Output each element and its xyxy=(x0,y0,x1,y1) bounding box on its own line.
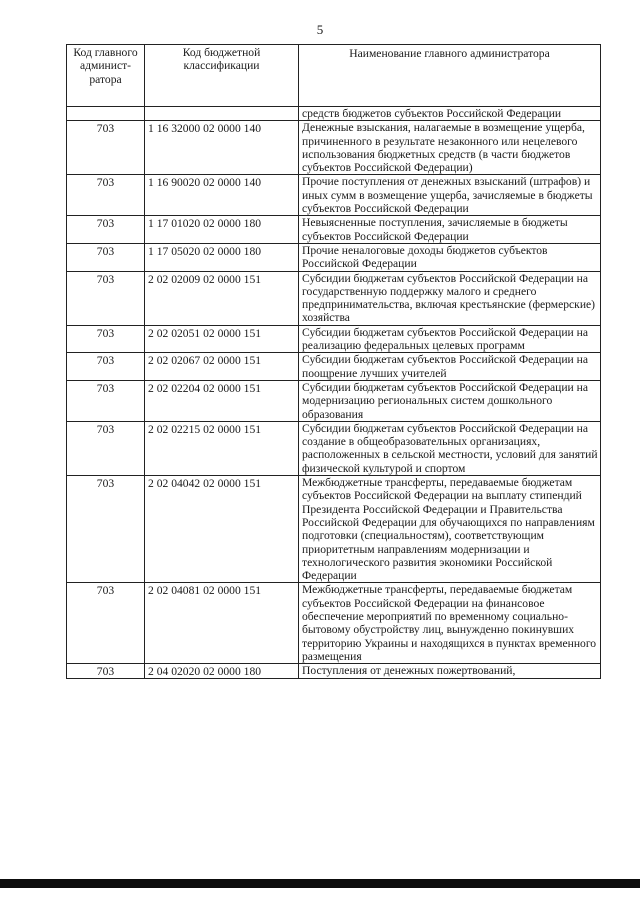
table-row xyxy=(67,476,601,583)
header-admin-name: Наименование главного администратора xyxy=(299,45,601,107)
scan-bottom-edge xyxy=(0,879,640,888)
table-row xyxy=(67,353,601,381)
cell-admin-name: Межбюджетные трансферты, передаваемые бюджетам субъектов Российской Федерации на выплату стипендий Президента Российской Федерации и Правительства Российской Федерации для обучающихся по направлениям подготовки (специальностям), соответствующим приоритетным направлениям модернизации и технологического развития экономики Российской Федерации xyxy=(299,476,601,583)
cell-admin-code: 703 xyxy=(67,175,145,216)
cell-admin-code: 703 xyxy=(67,664,145,679)
cell-admin-name: Субсидии бюджетам субъектов Российской Федерации на создание в общеобразовательных организациях, расположенных в сельской местности, условий для занятий физической культурой и спортом xyxy=(299,421,601,475)
table-row xyxy=(67,216,601,244)
cell-admin-code: 703 xyxy=(67,216,145,244)
cell-admin-name: Межбюджетные трансферты, передаваемые бюджетам субъектов Российской Федерации на финансовое обеспечение мероприятий по временному социально-бытовому обустройству лиц, вынужденно покинувших территорию Украины и находящихся в пунктах временного размещения xyxy=(299,583,601,664)
cell-admin-name: Субсидии бюджетам субъектов Российской Федерации на поощрение лучших учителей xyxy=(299,353,601,381)
table-row xyxy=(67,121,601,175)
cell-budget-code: 1 16 32000 02 0000 140 xyxy=(145,121,299,175)
cell-admin-code: 703 xyxy=(67,121,145,175)
cell-admin-code: 703 xyxy=(67,243,145,271)
cell-budget-code: 2 02 02215 02 0000 151 xyxy=(145,421,299,475)
table-body xyxy=(67,107,601,679)
cell-admin-name: Прочие неналоговые доходы бюджетов субъектов Российской Федерации xyxy=(299,243,601,271)
cell-admin-code: 703 xyxy=(67,353,145,381)
cell-admin-code: 703 xyxy=(67,325,145,353)
table-row xyxy=(67,175,601,216)
table-row xyxy=(67,664,601,679)
table-row xyxy=(67,243,601,271)
cell-budget-code: 2 02 02009 02 0000 151 xyxy=(145,271,299,325)
table-row xyxy=(67,421,601,475)
cell-admin-code: 703 xyxy=(67,421,145,475)
page-number: 5 xyxy=(316,22,324,37)
budget-admin-table xyxy=(66,44,601,679)
cell-admin-code: 703 xyxy=(67,271,145,325)
cell-admin-name: Денежные взыскания, налагаемые в возмещение ущерба, причиненного в результате незаконного или нецелевого использования бюджетных средств (в части бюджетов субъектов Российской Федерации) xyxy=(299,121,601,175)
cell-admin-name: Прочие поступления от денежных взысканий (штрафов) и иных сумм в возмещение ущерба, зачисляемые в бюджеты субъектов Российской Федерации xyxy=(299,175,601,216)
cell-admin-code: 703 xyxy=(67,583,145,664)
table-row xyxy=(67,107,601,121)
cell-admin-code xyxy=(67,107,145,121)
cell-admin-code: 703 xyxy=(67,476,145,583)
cell-budget-code: 2 02 02204 02 0000 151 xyxy=(145,380,299,421)
table-row xyxy=(67,325,601,353)
cell-admin-name: средств бюджетов субъектов Российской Федерации xyxy=(299,107,601,121)
cell-admin-name: Поступления от денежных пожертвований, xyxy=(299,664,601,679)
cell-budget-code xyxy=(145,107,299,121)
table-row xyxy=(67,583,601,664)
header-budget-code: Код бюджетной классификации xyxy=(145,45,299,107)
cell-budget-code: 1 16 90020 02 0000 140 xyxy=(145,175,299,216)
cell-budget-code: 2 04 02020 02 0000 180 xyxy=(145,664,299,679)
table-row xyxy=(67,380,601,421)
cell-budget-code: 2 02 02051 02 0000 151 xyxy=(145,325,299,353)
cell-admin-name: Субсидии бюджетам субъектов Российской Федерации на государственную поддержку малого и среднего предпринимательства, включая крестьянские (фермерские) хозяйства xyxy=(299,271,601,325)
cell-budget-code: 1 17 01020 02 0000 180 xyxy=(145,216,299,244)
header-admin-code: Код главного админист-ратора xyxy=(67,45,145,107)
cell-budget-code: 1 17 05020 02 0000 180 xyxy=(145,243,299,271)
table-header-row xyxy=(67,45,601,107)
cell-admin-name: Субсидии бюджетам субъектов Российской Федерации на реализацию федеральных целевых программ xyxy=(299,325,601,353)
cell-admin-code: 703 xyxy=(67,380,145,421)
cell-budget-code: 2 02 04042 02 0000 151 xyxy=(145,476,299,583)
cell-admin-name: Невыясненные поступления, зачисляемые в бюджеты субъектов Российской Федерации xyxy=(299,216,601,244)
cell-admin-name: Субсидии бюджетам субъектов Российской Федерации на модернизацию региональных систем дошкольного образования xyxy=(299,380,601,421)
cell-budget-code: 2 02 02067 02 0000 151 xyxy=(145,353,299,381)
cell-budget-code: 2 02 04081 02 0000 151 xyxy=(145,583,299,664)
table-row xyxy=(67,271,601,325)
